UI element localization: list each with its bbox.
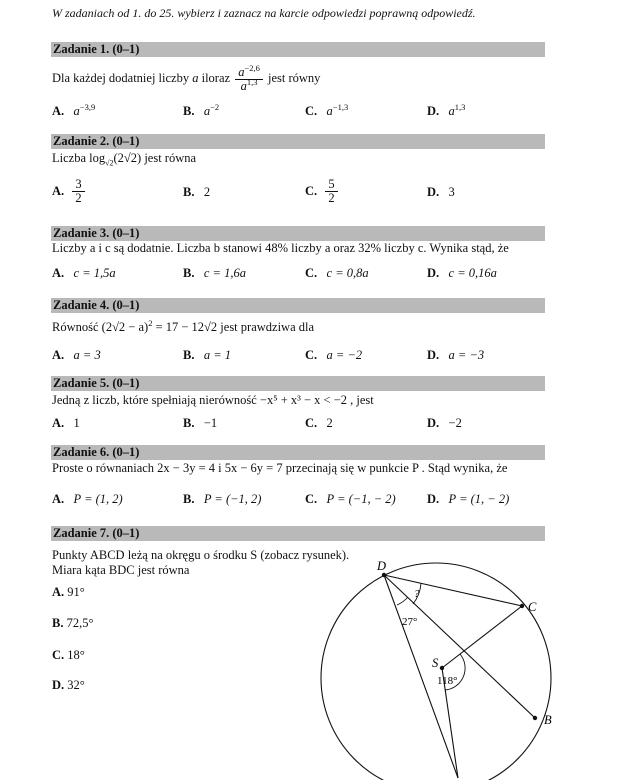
task-1-question-suffix: jest równy (264, 71, 321, 85)
task-6-answer-a[interactable]: A. P = (1, 2) (52, 492, 123, 506)
task-7-question-line2: Miara kąta BDC jest równa (52, 563, 190, 577)
task-1-answer-a[interactable]: A. $a^{-3,9}$ (52, 101, 96, 118)
point-d (382, 573, 386, 577)
task-3-header: Zadanie 3. (0–1) (53, 226, 140, 240)
task-1-answer-c[interactable]: C. $a^{-1,3}$ (305, 101, 349, 118)
task-1-answer-b[interactable]: B. $a^{-2}$ (183, 101, 220, 118)
task-6-question: Proste o równaniach 2x − 3y = 4 i 5x − 6y = 7 przecinają się w punkcie P . Stąd wynika, że (52, 461, 508, 475)
task-4-header: Zadanie 4. (0–1) (53, 298, 140, 312)
task-1-question-text: Dla każdej dodatniej liczby (52, 71, 193, 85)
task-6-answer-b[interactable]: B. P = (−1, 2) (183, 492, 262, 506)
segment-cs (442, 606, 522, 668)
task-2-answer-b[interactable]: B. 2 (183, 185, 211, 199)
task-1-question-mid: iloraz (198, 71, 234, 85)
point-s (440, 666, 444, 670)
task-5-header: Zadanie 5. (0–1) (53, 376, 140, 390)
task-2-header: Zadanie 2. (0–1) (53, 134, 140, 148)
task-7-answer-b[interactable]: B. 72,5° (52, 616, 94, 630)
task-4-answer-c[interactable]: C. a = −2 (305, 348, 363, 362)
circle (321, 563, 551, 780)
instructions: W zadaniach od 1. do 25. wybierz i zaznacz na karcie odpowiedzi poprawną odpowiedź. (52, 6, 476, 20)
task-4-answer-d[interactable]: D. a = −3 (427, 348, 485, 362)
task-7-answer-a[interactable]: A. 91° (52, 585, 85, 599)
task-3-answer-b[interactable]: B. c = 1,6a (183, 266, 246, 280)
task-5-answer-b[interactable]: B. −1 (183, 416, 218, 430)
task-7-answer-d[interactable]: D. 32° (52, 678, 85, 692)
task-4-question: Równość $(2√2 - a)^2 = 17 - 12√2$ jest prawdziwa dla (52, 317, 315, 334)
label-angle-27: 27° (402, 616, 418, 628)
label-angle-118: 118° (437, 675, 458, 687)
point-b (533, 716, 537, 720)
task-7-question-line1: Punkty ABCD leżą na okręgu o środku S (zobacz rysunek). (52, 548, 350, 562)
label-s: S (432, 656, 439, 670)
task-1-num-exp: −2,6 (244, 62, 260, 73)
task-6-header: Zadanie 6. (0–1) (53, 445, 140, 459)
label-d: D (377, 559, 387, 573)
label-angle-question: ? (414, 588, 420, 600)
task-1-fraction: $\frac{a^{-2,6}}{a^{1,3}}$ (235, 66, 263, 93)
task-5-question: Jedną z liczb, które spełniają nierówność −x⁵ + x³ − x < −2 , jest (52, 393, 374, 407)
task-1-var: a (192, 71, 199, 85)
task-1-answer-d[interactable]: D. $a^{1,3}$ (427, 101, 466, 118)
task-1-header: Zadanie 1. (0–1) (53, 42, 140, 56)
point-c (520, 604, 524, 608)
task-7-answer-c[interactable]: C. 18° (52, 648, 85, 662)
label-b: B (544, 713, 552, 727)
task-1-den-exp: 1,3 (246, 76, 258, 87)
segment-dc (384, 575, 522, 606)
task-3-answer-a[interactable]: A. c = 1,5a (52, 266, 116, 280)
task-2-question: Liczba $\log_{√2}(2√2)$ jest równa (52, 151, 197, 168)
task-2-answer-c[interactable]: C. $\frac{5}{2}$ (305, 178, 340, 205)
task-3-question: Liczby a i c są dodatnie. Liczba b stanowi 48% liczby a oraz 32% liczby c. Wynika stąd, że (52, 241, 509, 255)
segment-db (384, 575, 535, 718)
label-c: C (528, 600, 537, 614)
task-7-header: Zadanie 7. (0–1) (53, 526, 140, 540)
task-3-answer-c[interactable]: C. c = 0,8a (305, 266, 369, 280)
task-2-answer-a[interactable]: A. $\frac{3}{2}$ (52, 178, 87, 205)
task-6-answer-c[interactable]: C. P = (−1, − 2) (305, 492, 396, 506)
task-6-answer-d[interactable]: D. P = (1, − 2) (427, 492, 510, 506)
task-5-answer-c[interactable]: C. 2 (305, 416, 333, 430)
task-4-answer-a[interactable]: A. a = 3 (52, 348, 101, 362)
angle-arc-inner (397, 597, 408, 605)
task-3-answer-d[interactable]: D. c = 0,16a (427, 266, 497, 280)
task-4-answer-b[interactable]: B. a = 1 (183, 348, 232, 362)
task-5-answer-d[interactable]: D. −2 (427, 416, 462, 430)
task-5-answer-a[interactable]: A. 1 (52, 416, 80, 430)
task-2-answer-d[interactable]: D. 3 (427, 185, 455, 199)
